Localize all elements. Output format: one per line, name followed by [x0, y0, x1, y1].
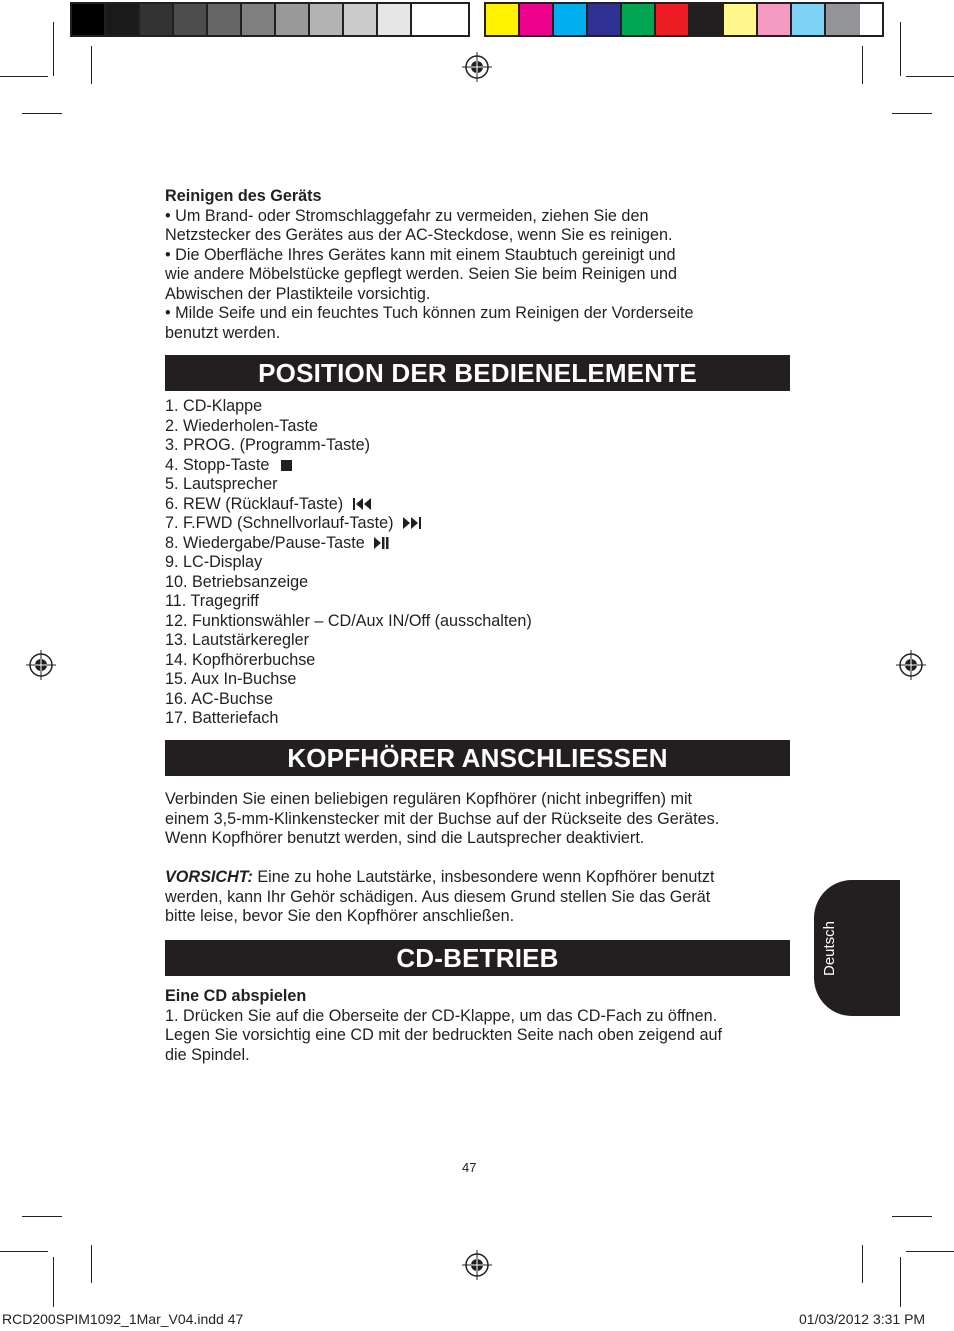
- list-item: 17. Batteriefach: [165, 709, 279, 727]
- cleaning-line: Abwischen der Plastikteile vorsichtig.: [165, 284, 431, 303]
- color-swatch: [378, 4, 412, 35]
- color-swatch: [412, 4, 446, 35]
- page-number: 47: [462, 1160, 477, 1175]
- list-item: 4. Stopp-Taste: [165, 456, 795, 476]
- list-item: 13. Lautstärkeregler: [165, 631, 309, 649]
- slug-timestamp: 01/03/2012 3:31 PM: [799, 1311, 926, 1327]
- color-swatch: [622, 4, 656, 35]
- fast-forward-icon: [402, 516, 422, 530]
- color-swatch: [826, 4, 860, 35]
- language-tab-label: Deutsch: [821, 920, 839, 976]
- registration-mark-icon: [26, 650, 56, 680]
- list-item: 16. AC-Buchse: [165, 689, 273, 708]
- cd-line: 1. Drücken Sie auf die Oberseite der CD-Klappe, um das CD-Fach zu öffnen.: [165, 1006, 718, 1025]
- color-swatch: [690, 4, 724, 35]
- crop-mark: [900, 22, 901, 76]
- crop-mark: [906, 1251, 954, 1252]
- color-swatch: [174, 4, 208, 35]
- cd-line: Legen Sie vorsichtig eine CD mit der bedruckten Seite nach oben zeigend auf: [165, 1026, 723, 1044]
- headphones-line: einem 3,5-mm-Klinkenstecker mit der Buchse auf der Rückseite des Gerätes.: [165, 809, 720, 828]
- crop-mark: [0, 1251, 48, 1252]
- process-color-bar: [484, 2, 884, 37]
- crop-mark: [22, 1216, 62, 1217]
- crop-mark: [91, 1245, 92, 1283]
- list-item: 5. Lautsprecher: [165, 475, 278, 493]
- list-item: 11. Tragegriff: [165, 592, 259, 610]
- cd-line: die Spindel.: [165, 1045, 250, 1064]
- color-swatch: [72, 4, 106, 35]
- registration-mark-icon: [462, 1250, 492, 1280]
- play-pause-icon: [373, 536, 389, 550]
- list-item: 9. LC-Display: [165, 553, 263, 571]
- crop-mark: [53, 1257, 54, 1307]
- crop-mark: [892, 113, 932, 114]
- cd-section: [165, 987, 795, 1065]
- color-swatch: [588, 4, 622, 35]
- color-swatch: [106, 4, 140, 35]
- headphones-section: [165, 790, 795, 927]
- cd-section-title: CD-BETRIEB: [165, 940, 790, 976]
- list-item: 10. Betriebsanzeige: [165, 572, 309, 591]
- controls-section-title: POSITION DER BEDIENELEMENTE: [165, 355, 790, 391]
- crop-mark: [862, 1245, 863, 1283]
- spacer: [165, 849, 795, 869]
- color-swatch: [344, 4, 378, 35]
- list-item: 15. Aux In-Buchse: [165, 670, 297, 688]
- registration-mark-icon: [896, 650, 926, 680]
- registration-mark-icon: [462, 52, 492, 82]
- cleaning-section: [165, 187, 795, 343]
- caution-line: werden, kann Ihr Gehör schädigen. Aus diesem Grund stellen Sie das Gerät: [165, 887, 711, 906]
- color-swatch: [554, 4, 588, 35]
- color-swatch: [792, 4, 826, 35]
- caution-label: VORSICHT:: [165, 868, 253, 886]
- controls-list: [165, 397, 795, 729]
- list-item: 1. CD-Klappe: [165, 397, 263, 415]
- grayscale-color-bar: [70, 2, 470, 37]
- color-swatch: [656, 4, 690, 35]
- crop-mark: [906, 76, 954, 77]
- color-swatch: [140, 4, 174, 35]
- headphones-line: Wenn Kopfhörer benutzt werden, sind die Lautsprecher deaktiviert.: [165, 829, 645, 847]
- list-item: 7. F.FWD (Schnellvorlauf-Taste): [165, 514, 795, 534]
- color-swatch: [242, 4, 276, 35]
- crop-mark: [91, 46, 92, 84]
- stop-icon: [280, 458, 294, 472]
- crop-mark: [892, 1216, 932, 1217]
- color-swatch: [276, 4, 310, 35]
- list-item: 8. Wiedergabe/Pause-Taste: [165, 534, 795, 554]
- slug-filename: RCD200SPIM1092_1Mar_V04.indd 47: [2, 1311, 244, 1327]
- cleaning-line: benutzt werden.: [165, 323, 281, 342]
- color-swatch: [310, 4, 344, 35]
- cleaning-heading: Reinigen des Geräts: [165, 187, 322, 205]
- crop-mark: [53, 22, 54, 76]
- color-swatch: [208, 4, 242, 35]
- crop-mark: [22, 113, 62, 114]
- list-item: 12. Funktionswähler – CD/Aux IN/Off (ausschalten): [165, 611, 532, 630]
- crop-mark: [900, 1257, 901, 1307]
- caution-line: bitte leise, bevor Sie den Kopfhörer anschließen.: [165, 907, 515, 925]
- headphones-section-title: KOPFHÖRER ANSCHLIESSEN: [165, 740, 790, 776]
- cleaning-line: wie andere Möbelstücke gepflegt werden. Seien Sie beim Reinigen und: [165, 265, 678, 283]
- list-item: 2. Wiederholen-Taste: [165, 416, 318, 435]
- color-swatch: [724, 4, 758, 35]
- crop-mark: [0, 76, 48, 77]
- color-swatch: [486, 4, 520, 35]
- cd-heading: Eine CD abspielen: [165, 987, 307, 1005]
- crop-mark: [862, 46, 863, 84]
- cleaning-line: • Um Brand- oder Stromschlaggefahr zu vermeiden, ziehen Sie den: [165, 206, 649, 225]
- list-item: 14. Kopfhörerbuchse: [165, 650, 316, 669]
- cleaning-line: • Die Oberfläche Ihres Gerätes kann mit einem Staubtuch gereinigt und: [165, 245, 676, 264]
- list-item: 3. PROG. (Programm-Taste): [165, 436, 371, 454]
- rewind-icon: [352, 497, 372, 511]
- list-item: 6. REW (Rücklauf-Taste): [165, 495, 795, 515]
- color-swatch: [520, 4, 554, 35]
- cleaning-line: Netzstecker des Gerätes aus der AC-Steckdose, wenn Sie es reinigen.: [165, 226, 673, 244]
- color-swatch: [758, 4, 792, 35]
- headphones-line: Verbinden Sie einen beliebigen regulären Kopfhörer (nicht inbegriffen) mit: [165, 790, 693, 808]
- cleaning-line: • Milde Seife und ein feuchtes Tuch können zum Reinigen der Vorderseite: [165, 304, 694, 322]
- caution-line: VORSICHT: Eine zu hohe Lautstärke, insbesondere wenn Kopfhörer benutzt: [165, 868, 715, 886]
